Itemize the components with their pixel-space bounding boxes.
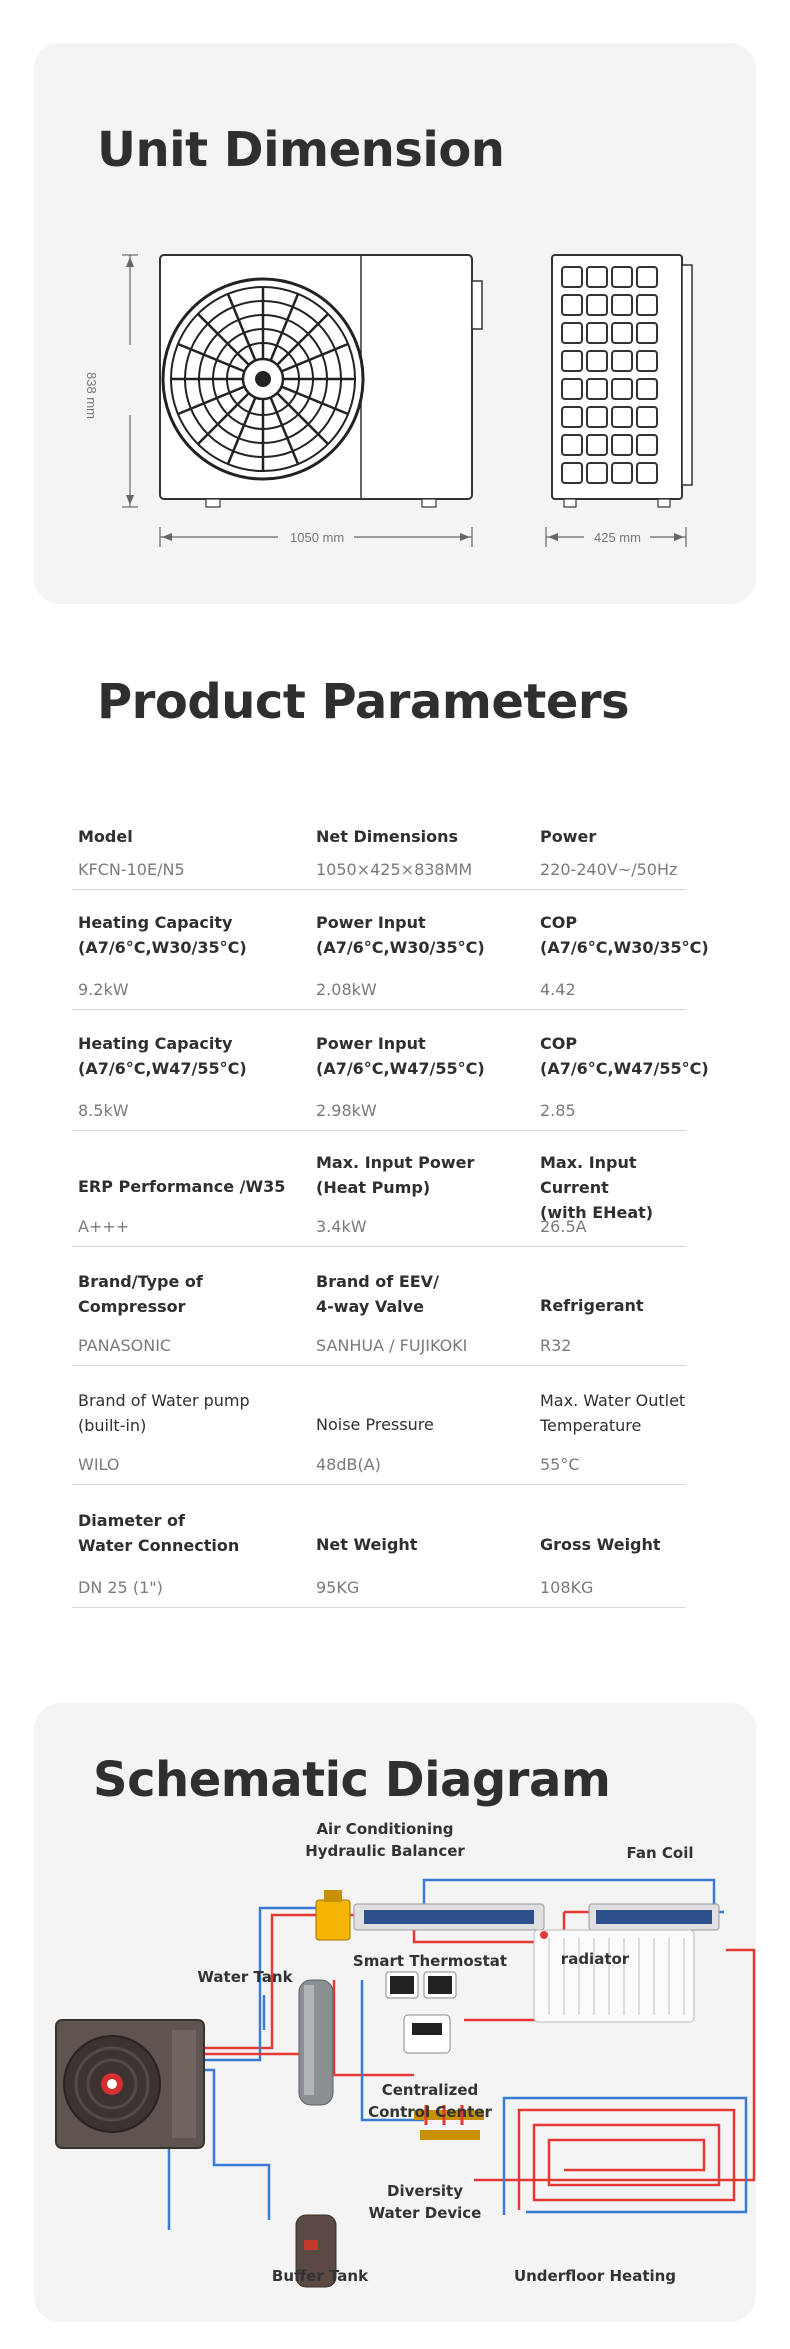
param-row	[72, 1144, 686, 1247]
param-value: DN 25 (1")	[78, 1578, 163, 1597]
control-center-label: Centralized Control Center	[368, 2081, 492, 2121]
param-label: Max. Input Power (Heat Pump)	[316, 1153, 475, 1197]
smart-thermostat-label: Smart Thermostat	[352, 1952, 508, 1970]
param-value: 26.5A	[540, 1217, 587, 1236]
param-value: 3.4kW	[316, 1217, 367, 1236]
param-value: 2.08kW	[316, 980, 377, 999]
param-value: WILO	[78, 1455, 120, 1474]
depth-dimension-label: 425 mm	[594, 530, 641, 545]
water-tank-label: Water Tank	[197, 1968, 293, 1986]
param-row	[72, 1025, 709, 1131]
param-value: A+++	[78, 1217, 130, 1236]
param-value: R32	[540, 1336, 572, 1355]
param-value: SANHUA / FUJIKOKI	[316, 1336, 468, 1355]
param-label: Brand of Water pump (built-in)	[78, 1391, 250, 1435]
param-label: Power Input (A7/6°C,W47/55°C)	[316, 1034, 485, 1078]
param-label: Net Weight	[316, 1535, 418, 1554]
unit-side-drawing	[540, 245, 700, 555]
param-value: 1050×425×838MM	[316, 860, 473, 879]
param-value: 55°C	[540, 1455, 580, 1474]
schematic-diagram	[34, 1820, 756, 2320]
param-value: 108KG	[540, 1578, 594, 1597]
param-label: ERP Performance /W35	[78, 1177, 286, 1196]
param-label: Power Input (A7/6°C,W30/35°C)	[316, 913, 485, 957]
param-row	[72, 904, 709, 1010]
radiator-label: radiator	[560, 1950, 630, 1968]
schematic-title: Schematic Diagram	[93, 1752, 611, 1808]
param-label: Model	[78, 827, 133, 846]
param-value: 2.85	[540, 1101, 576, 1120]
param-value: PANASONIC	[78, 1336, 172, 1355]
param-row	[72, 1502, 686, 1608]
param-label: COP (A7/6°C,W30/35°C)	[540, 913, 709, 957]
param-row	[72, 820, 686, 890]
diversity-water-device-label: Diversity Water Device	[368, 2182, 482, 2222]
param-row	[72, 1263, 686, 1366]
hydraulic-balancer-label: Air Conditioning Hydraulic Balancer	[305, 1820, 465, 1860]
param-value: 220-240V~/50Hz	[540, 860, 678, 879]
param-value: KFCN-10E/N5	[78, 860, 185, 879]
param-label: Diameter of Water Connection	[78, 1511, 240, 1555]
param-label: Max. Input Current (with EHeat)	[540, 1153, 654, 1222]
fan-coil-label: Fan Coil	[626, 1844, 694, 1862]
unit-front-drawing	[110, 245, 490, 555]
param-value: 4.42	[540, 980, 576, 999]
param-row	[72, 1382, 686, 1485]
param-label: Max. Water Outlet Temperature	[540, 1391, 686, 1435]
param-label: Refrigerant	[540, 1296, 644, 1315]
buffer-tank-label: Buffer Tank	[271, 2267, 369, 2285]
param-label: Gross Weight	[540, 1535, 661, 1554]
param-label: Power	[540, 827, 597, 846]
width-dimension-label: 1050 mm	[290, 530, 345, 545]
product-parameters-title: Product Parameters	[97, 674, 630, 730]
param-value: 9.2kW	[78, 980, 129, 999]
unit-dimension-title: Unit Dimension	[97, 122, 505, 178]
param-label: Brand/Type of Compressor	[78, 1272, 203, 1316]
param-label: COP (A7/6°C,W47/55°C)	[540, 1034, 709, 1078]
param-value: 2.98kW	[316, 1101, 377, 1120]
param-value: 48dB(A)	[316, 1455, 381, 1474]
param-label: Brand of EEV/ 4-way Valve	[316, 1272, 439, 1316]
param-value: 8.5kW	[78, 1101, 129, 1120]
param-label: Heating Capacity (A7/6°C,W30/35°C)	[78, 913, 247, 957]
height-dimension-label: 838 mm	[84, 372, 99, 419]
param-value: 95KG	[316, 1578, 360, 1597]
underfloor-heating-label: Underfloor Heating	[513, 2267, 677, 2285]
param-label: Noise Pressure	[316, 1415, 434, 1434]
param-label: Net Dimensions	[316, 827, 459, 846]
param-label: Heating Capacity (A7/6°C,W47/55°C)	[78, 1034, 247, 1078]
